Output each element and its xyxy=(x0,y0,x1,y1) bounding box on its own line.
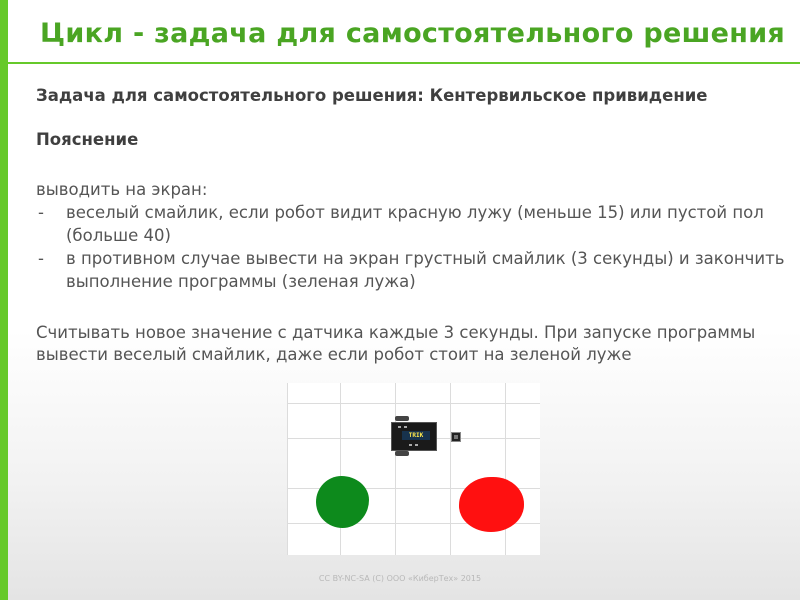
grid-line xyxy=(450,383,451,555)
robot-detail xyxy=(398,426,401,428)
robot-wheel xyxy=(395,451,409,456)
sensor xyxy=(451,432,461,442)
accent-bar xyxy=(0,0,8,600)
list-item xyxy=(36,201,786,247)
robot-detail xyxy=(415,444,418,446)
robot-detail xyxy=(404,426,407,428)
bullet-dash: - xyxy=(38,249,44,268)
list-item xyxy=(36,247,786,293)
intro-line: выводить на экран: xyxy=(36,180,208,199)
grid-line xyxy=(395,383,396,555)
task-subtitle: Задача для самостоятельного решения: Кентервильское привидение xyxy=(36,86,708,105)
title-divider xyxy=(8,62,800,64)
bullet-text: веселый смайлик, если робот видит красную лужу (меньше 15) или пустой пол (больше 40) xyxy=(66,203,764,245)
robot-screen: TRIK xyxy=(402,431,430,440)
red-puddle xyxy=(459,477,524,532)
grid-line xyxy=(287,383,288,555)
bullet-dash: - xyxy=(38,203,44,222)
license-footer: CC BY-NC-SA (C) ООО «КиберТех» 2015 xyxy=(318,574,482,583)
explanation-body xyxy=(36,178,786,293)
green-puddle xyxy=(316,476,369,528)
grid-line xyxy=(340,383,341,555)
instruction-paragraph: Считывать новое значение с датчика каждые 3 секунды. При запуске программы вывести веселый смайлик, даже если робот стоит на зеленой луже xyxy=(36,323,756,364)
grid-line xyxy=(287,403,540,404)
robot-wheel xyxy=(395,416,409,421)
condition-list xyxy=(36,201,786,293)
explanation-heading: Пояснение xyxy=(36,130,139,149)
bullet-text: в противном случае вывести на экран грустный смайлик (3 секунды) и закончить выполнение программы (зеленая лужа) xyxy=(66,249,785,291)
slide-title: Цикл - задача для самостоятельного решения xyxy=(40,18,786,49)
robot-detail xyxy=(409,444,412,446)
robot xyxy=(391,422,437,451)
robot-field-image xyxy=(287,383,540,555)
